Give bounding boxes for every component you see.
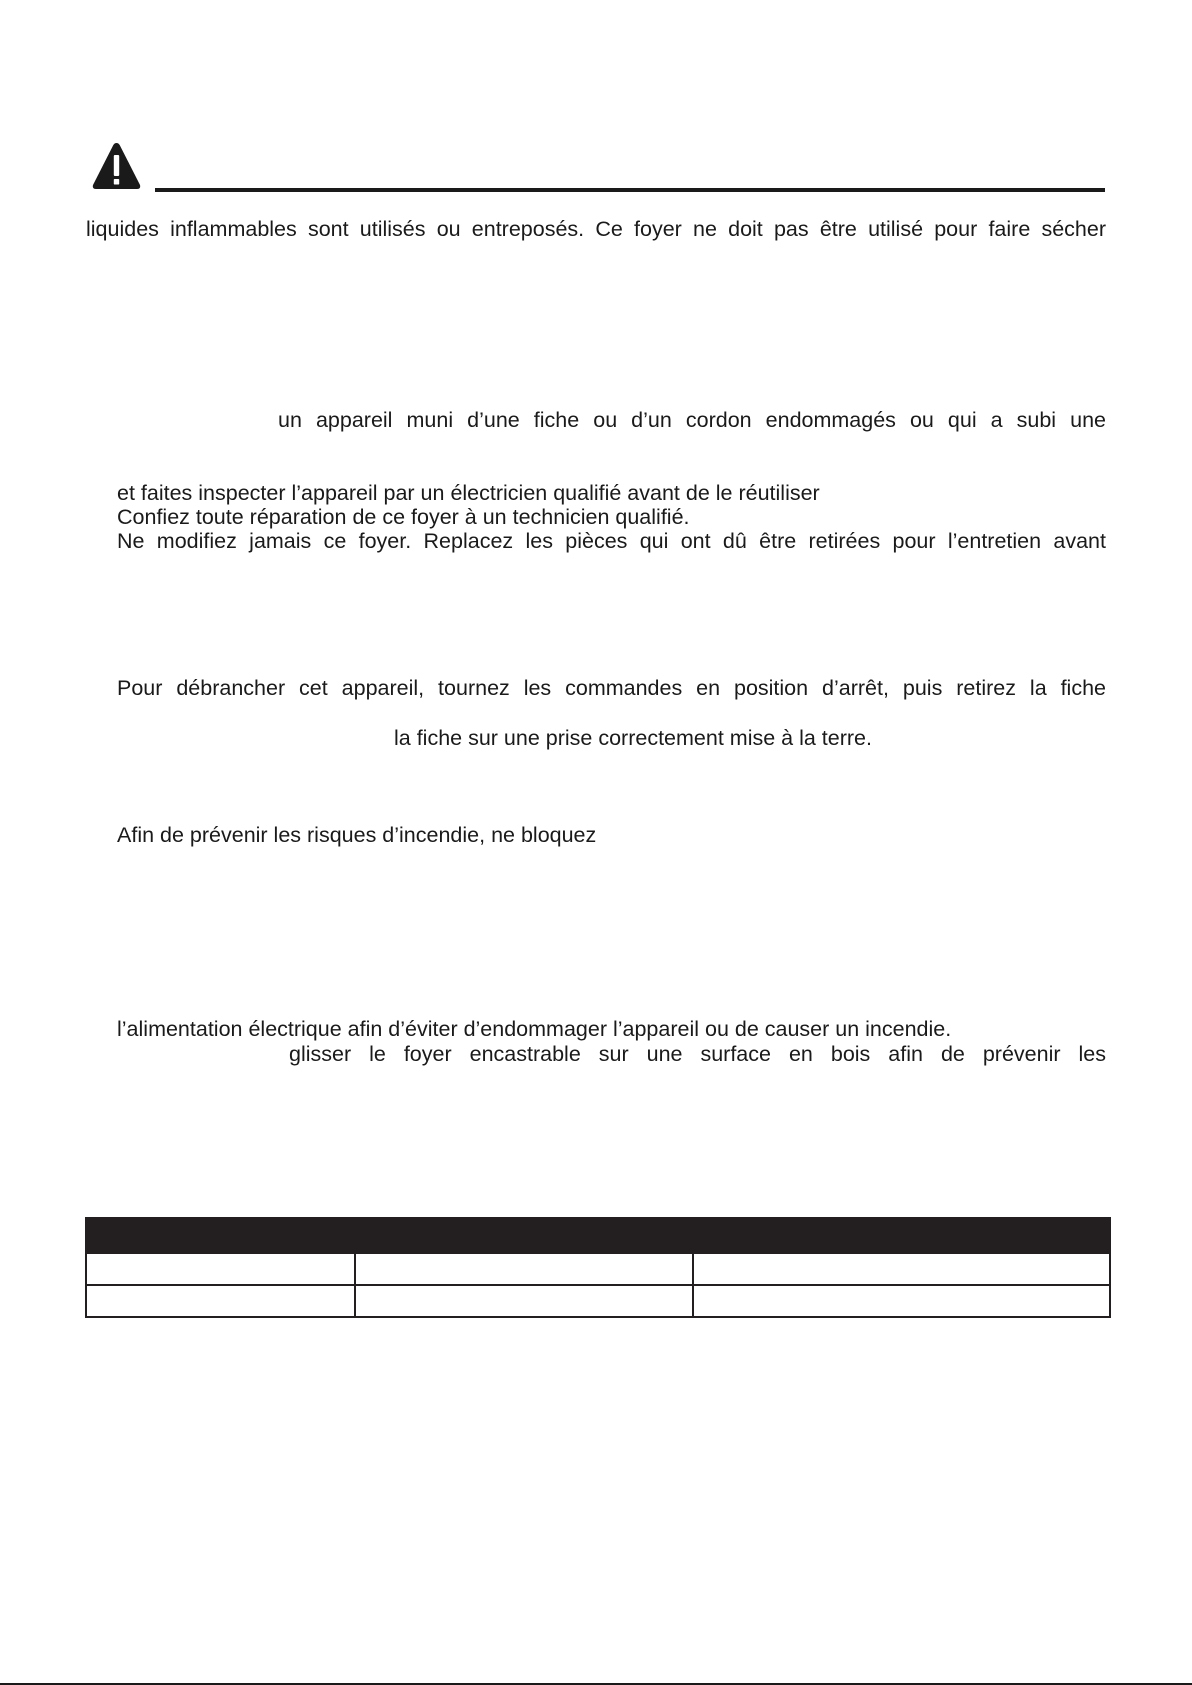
spec-table [85, 1217, 1111, 1318]
text-line-4: Confiez toute réparation de ce foyer à un technicien qualifié. [117, 505, 690, 529]
text-line-1: liquides inflammables sont utilisés ou entreposés. Ce foyer ne doit pas être utilisé pour faire sécher [86, 217, 1106, 241]
table-header-cell [693, 1218, 1110, 1253]
text-line-2: un appareil muni d’une fiche ou d’un cordon endommagés ou qui a subi une [278, 408, 1106, 432]
header-rule [155, 188, 1105, 192]
text-line-3: et faites inspecter l’appareil par un électricien qualifié avant de le réutiliser [117, 481, 820, 505]
warning-triangle-icon [91, 141, 142, 191]
text-line-6: Pour débrancher cet appareil, tournez les commandes en position d’arrêt, puis retirez la fiche [117, 676, 1106, 700]
table-cell [693, 1253, 1110, 1285]
table-header-row [86, 1218, 1110, 1253]
table-cell [355, 1253, 693, 1285]
table-cell [355, 1285, 693, 1317]
text-line-7: la fiche sur une prise correctement mise à la terre. [394, 726, 872, 750]
table-row [86, 1285, 1110, 1317]
text-line-8: Afin de prévenir les risques d’incendie, ne bloquez [117, 823, 597, 847]
table-cell [86, 1253, 355, 1285]
table-cell [86, 1285, 355, 1317]
table-header-cell [355, 1218, 693, 1253]
table-cell [693, 1285, 1110, 1317]
text-line-9: l’alimentation électrique afin d’éviter d’endommager l’appareil ou de causer un incendie. [117, 1017, 952, 1041]
text-line-5: Ne modifiez jamais ce foyer. Replacez les pièces qui ont dû être retirées pour l’entretien avant [117, 529, 1106, 553]
table-header-cell [86, 1218, 355, 1253]
table-row [86, 1253, 1110, 1285]
text-line-10: glisser le foyer encastrable sur une surface en bois afin de prévenir les [289, 1042, 1106, 1066]
